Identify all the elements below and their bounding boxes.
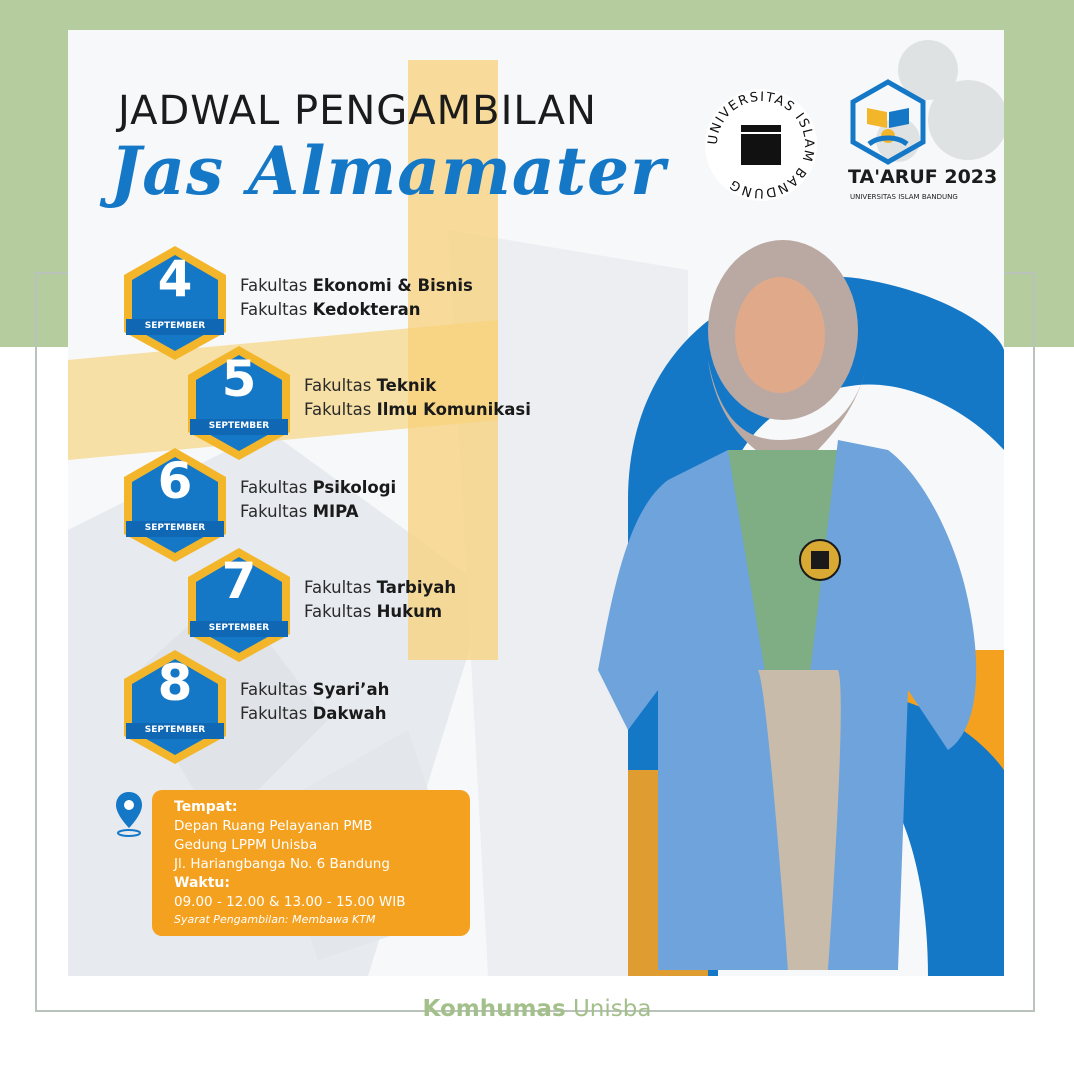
- taaruf-title: TA'ARUF 2023: [848, 166, 998, 188]
- unisba-ring-text: UNIVERSITAS ISLAM BANDUNG: [705, 89, 817, 201]
- time-label: Waktu:: [174, 875, 230, 891]
- date-month: SEPTEMBER: [144, 725, 206, 735]
- place-line: Gedung LPPM Unisba: [174, 837, 318, 853]
- place-label: Tempat:: [174, 799, 238, 815]
- faculty-line: Fakultas Hukum: [304, 602, 443, 621]
- faculty-line: Fakultas Syari’ah: [240, 680, 390, 699]
- date-day: 4: [157, 250, 193, 308]
- place-line: Depan Ruang Pelayanan PMB: [174, 818, 373, 834]
- footer: [0, 996, 1074, 1026]
- taaruf-subtitle: UNIVERSITAS ISLAM BANDUNG: [850, 193, 958, 201]
- date-month: SEPTEMBER: [208, 421, 270, 431]
- date-month: SEPTEMBER: [144, 321, 206, 331]
- faculty-line: Fakultas Tarbiyah: [304, 578, 457, 597]
- date-day: 5: [221, 350, 257, 408]
- faculty-line: Fakultas Teknik: [304, 376, 437, 395]
- faculty-line: Fakultas Kedokteran: [240, 300, 421, 319]
- faculty-line: Fakultas Psikologi: [240, 478, 397, 497]
- poster-card: [68, 30, 1004, 976]
- taaruf-logo: [843, 78, 933, 168]
- title-line2: Jas Almamater: [110, 132, 666, 210]
- time-value: 09.00 - 12.00 & 13.00 - 15.00 WIB: [174, 894, 406, 910]
- faculty-line: Fakultas MIPA: [240, 502, 359, 521]
- requirement-note: Syarat Pengambilan: Membawa KTM: [174, 913, 376, 926]
- faculty-line: Fakultas Ilmu Komunikasi: [304, 400, 531, 419]
- info-box: [152, 790, 470, 936]
- title-line1: JADWAL PENGAMBILAN: [118, 88, 597, 134]
- date-day: 6: [157, 452, 193, 510]
- unisba-logo: [704, 88, 818, 202]
- date-day: 7: [221, 552, 257, 610]
- faculty-line: Fakultas Dakwah: [240, 704, 387, 723]
- date-month: SEPTEMBER: [208, 623, 270, 633]
- date-day: 8: [157, 654, 193, 712]
- footer-org: Komhumas Unisba: [422, 996, 652, 1022]
- place-line: Jl. Hariangbanga No. 6 Bandung: [174, 856, 390, 872]
- date-month: SEPTEMBER: [144, 523, 206, 533]
- faculty-line: Fakultas Ekonomi & Bisnis: [240, 276, 473, 295]
- location-pin-icon: [114, 790, 144, 838]
